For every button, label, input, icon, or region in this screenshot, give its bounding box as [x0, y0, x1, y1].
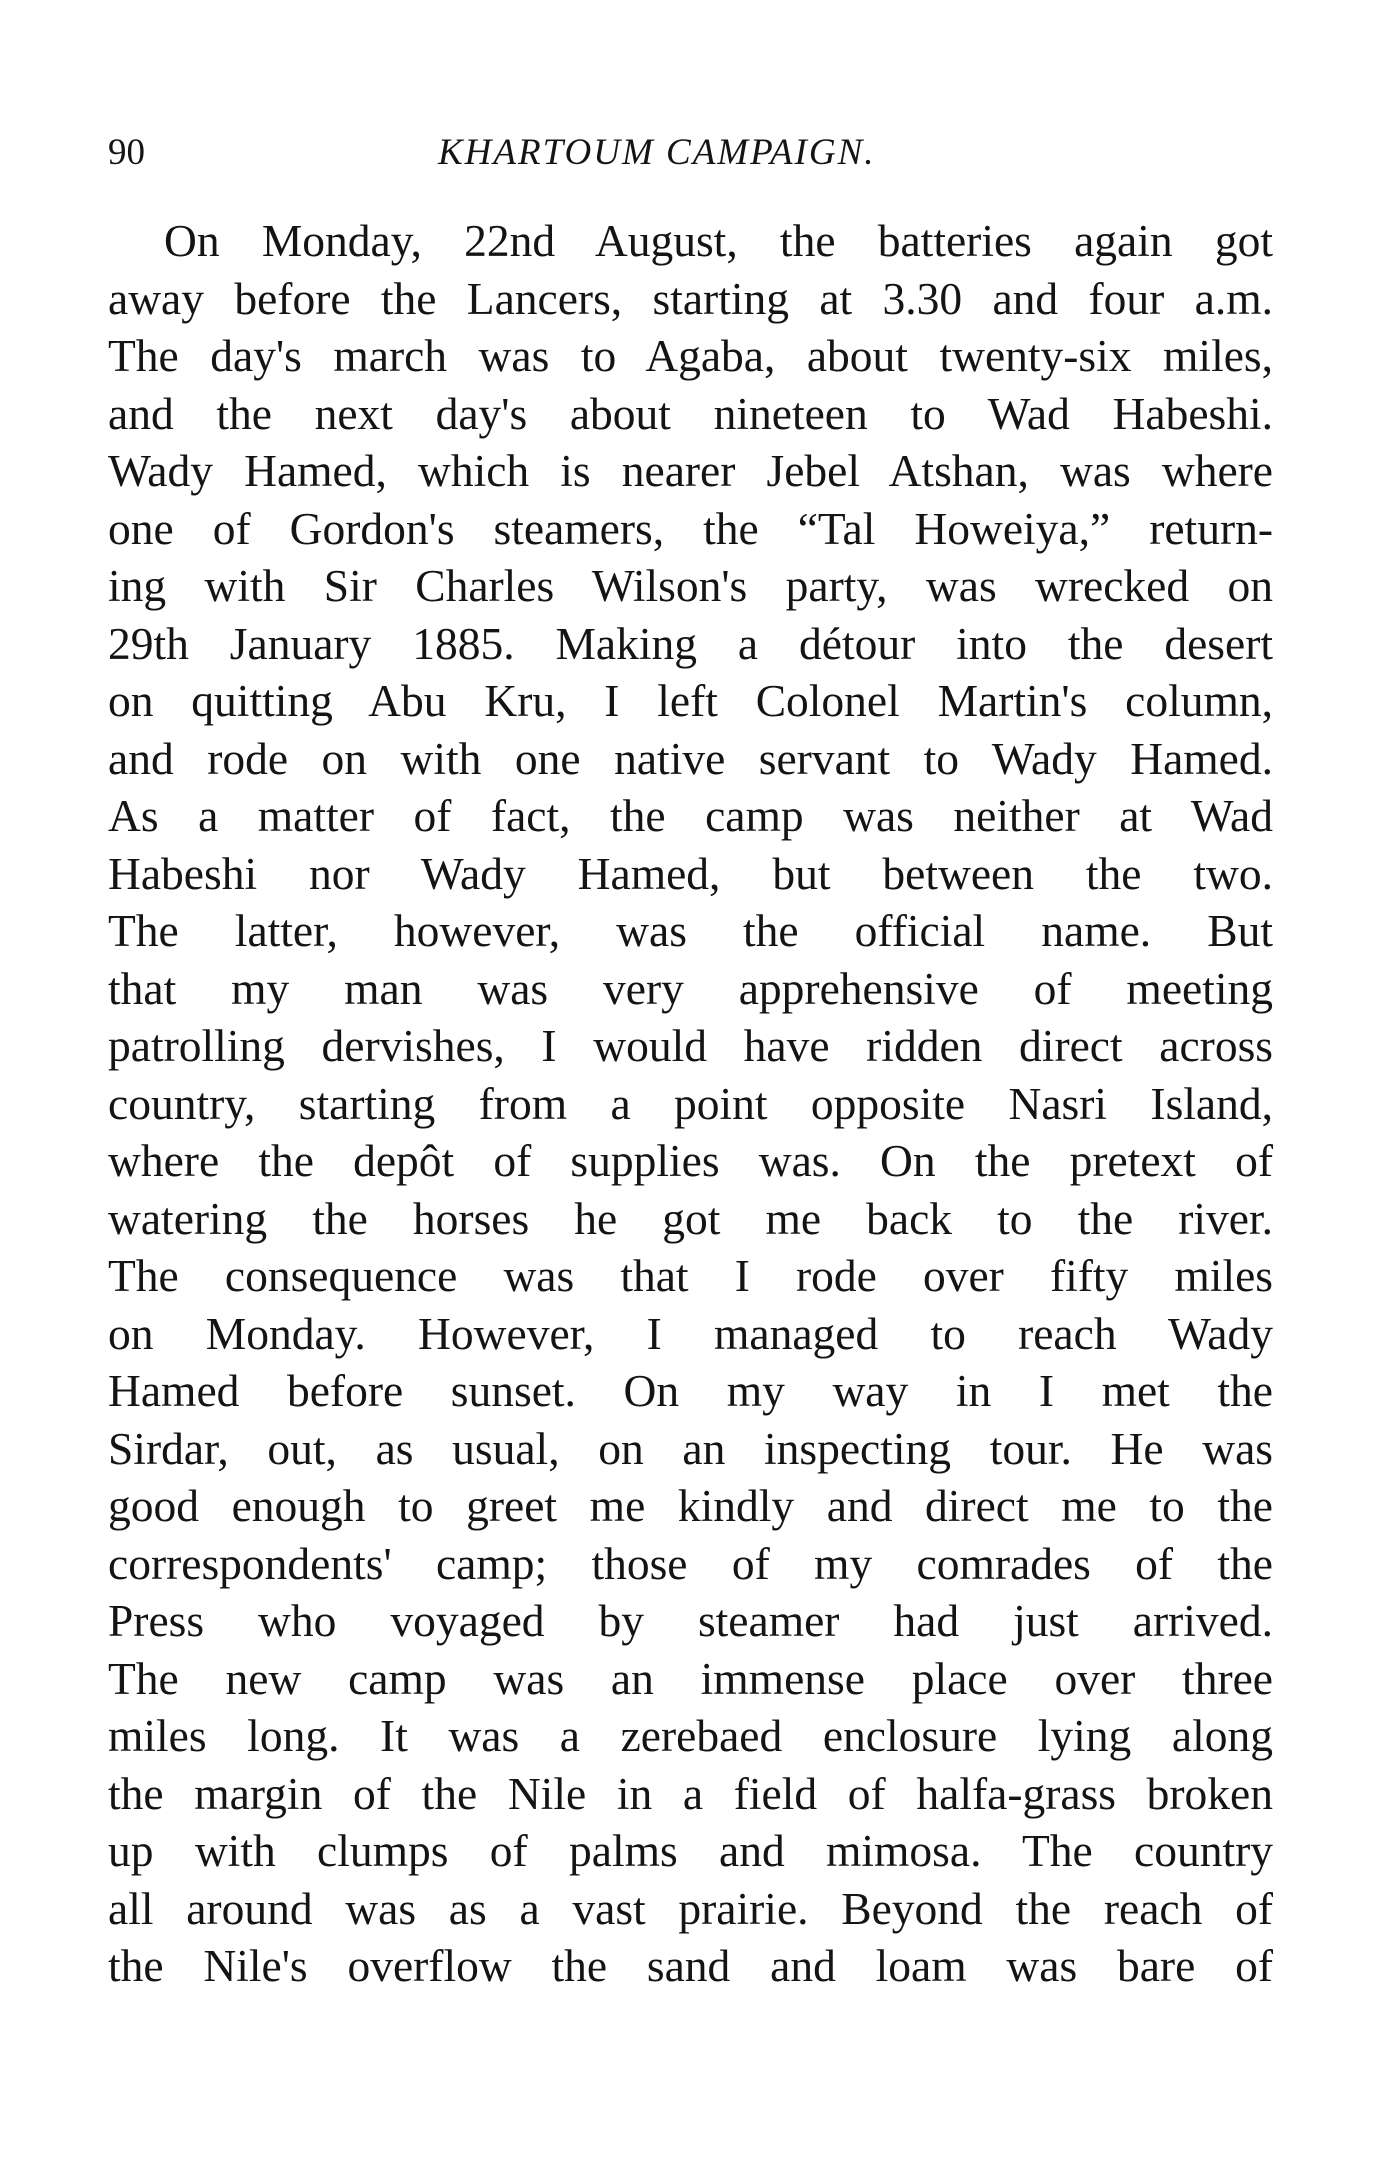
text-line: The day's march was to Agaba, about twenty-six miles, [108, 330, 1273, 381]
text-line: up with clumps of palms and mimosa. The country [108, 1825, 1273, 1876]
text-line: The latter, however, was the official name. But [108, 905, 1273, 956]
text-line: that my man was very apprehensive of meeting [108, 962, 1273, 1014]
text-line: Wady Hamed, which is nearer Jebel Atshan, was where [108, 445, 1273, 496]
text-line: on quitting Abu Kru, I left Colonel Martin's column, [108, 675, 1273, 726]
text-line: all around was as a vast prairie. Beyond the reach of [108, 1882, 1273, 1934]
text-line: where the depôt of supplies was. On the pretext of [108, 1135, 1273, 1186]
text-line: the margin of the Nile in a field of halfa-grass broken [108, 1767, 1273, 1819]
page-number: 90 [108, 132, 145, 173]
running-head [108, 128, 1268, 178]
text-line: patrolling dervishes, I would have ridden direct across [108, 1020, 1273, 1071]
text-line: 29th January 1885. Making a détour into the desert [108, 617, 1273, 669]
text-line: Press who voyaged by steamer had just arrived. [108, 1595, 1273, 1646]
text-line: one of Gordon's steamers, the “Tal Howeiya,” return- [108, 502, 1273, 554]
text-line: correspondents' camp; those of my comrades of the [108, 1537, 1273, 1589]
text-line: and rode on with one native servant to Wady Hamed. [108, 732, 1273, 784]
text-line: Habeshi nor Wady Hamed, but between the two. [108, 847, 1273, 899]
text-line: As a matter of fact, the camp was neither at Wad [108, 790, 1273, 841]
text-line: on Monday. However, I managed to reach Wady [108, 1307, 1273, 1359]
text-line: Hamed before sunset. On my way in I met the [108, 1365, 1273, 1416]
text-line: and the next day's about nineteen to Wad Habeshi. [108, 387, 1273, 439]
text-line: country, starting from a point opposite Nasri Island, [108, 1077, 1273, 1129]
text-line: The consequence was that I rode over fifty miles [108, 1250, 1273, 1301]
text-line: The new camp was an immense place over three [108, 1652, 1273, 1704]
text-line: good enough to greet me kindly and direct me to the [108, 1480, 1273, 1531]
body-text [108, 212, 1273, 1995]
running-title: KHARTOUM CAMPAIGN. [438, 132, 876, 173]
text-line: Sirdar, out, as usual, on an inspecting tour. He was [108, 1422, 1273, 1474]
text-line: the Nile's overflow the sand and loam was bare of [108, 1940, 1273, 1991]
text-line: watering the horses he got me back to the river. [108, 1192, 1273, 1244]
text-line: On Monday, 22nd August, the batteries again got [164, 215, 1273, 266]
text-line: miles long. It was a zerebaed enclosure lying along [108, 1710, 1273, 1761]
text-line: away before the Lancers, starting at 3.30 and four a.m. [108, 272, 1273, 324]
text-line: ing with Sir Charles Wilson's party, was wrecked on [108, 560, 1273, 611]
